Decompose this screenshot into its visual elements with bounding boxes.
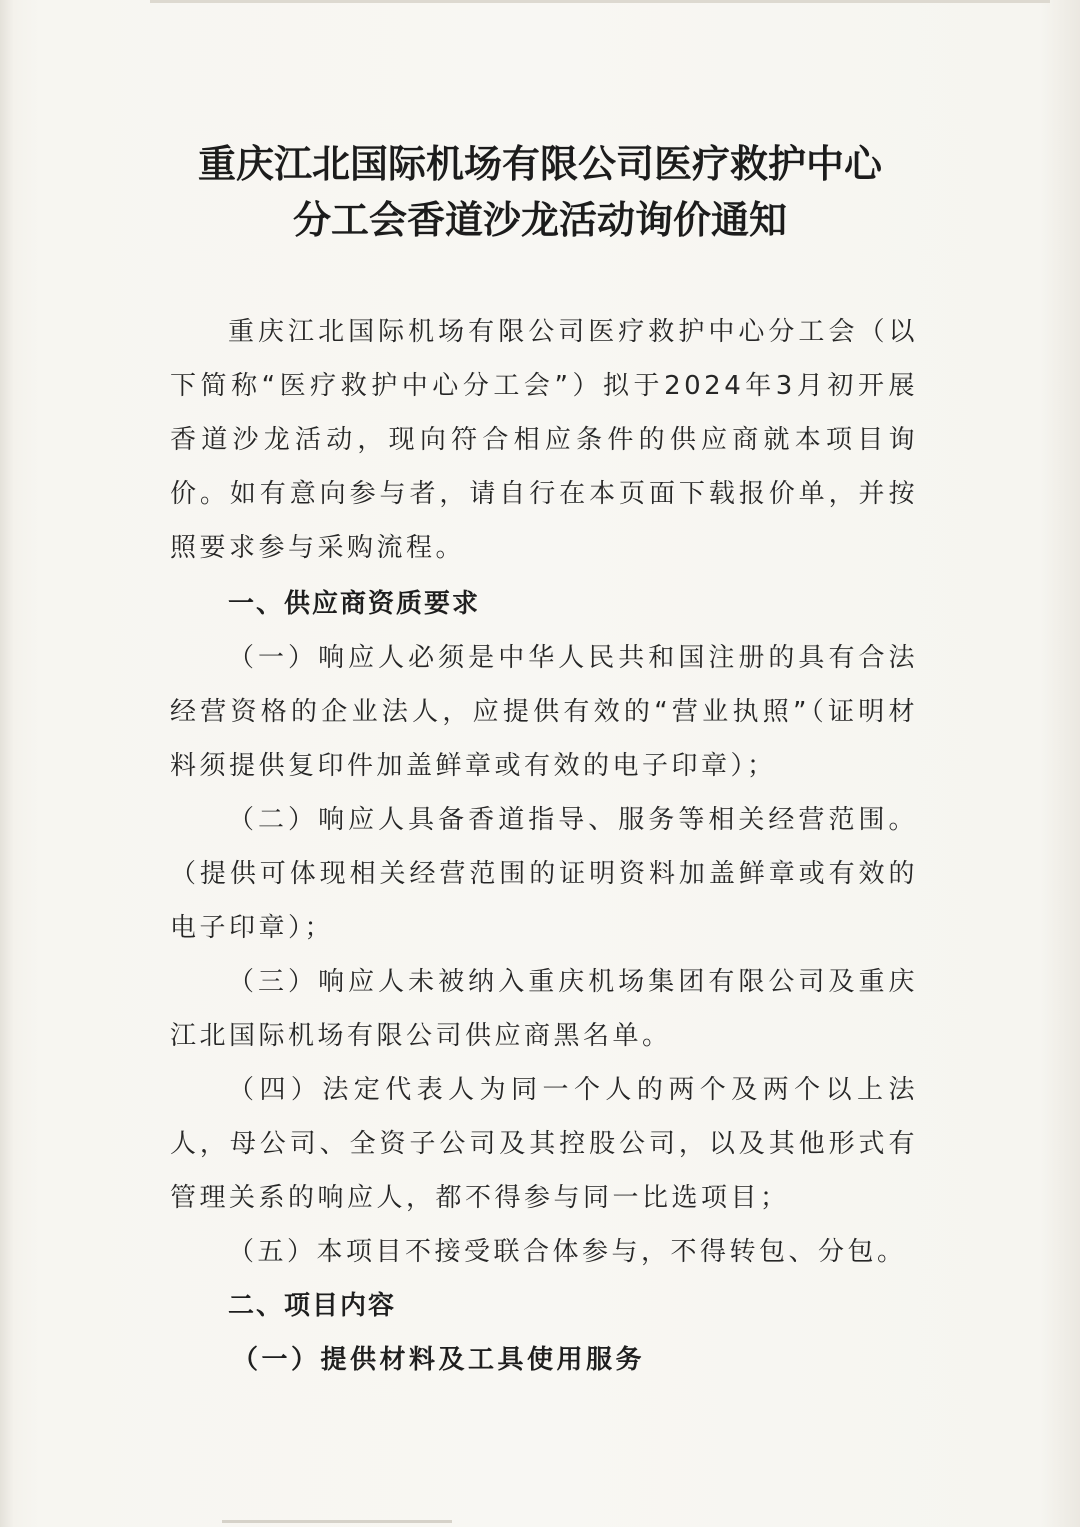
section-1-item-1: （一）响应人必须是中华人民共和国注册的具有合法经营资格的企业法人，应提供有效的“营业执照”（证明材料须提供复印件加盖鲜章或有效的电子印章）； <box>170 643 918 781</box>
section-2-heading: 二、项目内容 <box>228 1291 397 1321</box>
section-1-item-2: （二）响应人具备香道指导、服务等相关经营范围。（提供可体现相关经营范围的证明资料加盖鲜章或有效的电子印章）； <box>170 805 918 943</box>
title-line-2: 分工会香道沙龙活动询价通知 <box>292 197 787 242</box>
intro-paragraph: 重庆江北国际机场有限公司医疗救护中心分工会（以下简称“医疗救护中心分工会”）拟于2024年3月初开展香道沙龙活动，现向符合相应条件的供应商就本项目询价。如有意向参与者，请自行在本页面下载报价单，并按照要求参与采购流程。 <box>170 317 918 563</box>
section-1-item-5: （五）本项目不接受联合体参与，不得转包、分包。 <box>228 1237 907 1267</box>
section-1-heading: 一、供应商资质要求 <box>228 589 481 619</box>
page-top-edge <box>150 0 1050 3</box>
section-1-item-3: （三）响应人未被纳入重庆机场集团有限公司及重庆江北国际机场有限公司供应商黑名单。 <box>170 967 918 1051</box>
title-line-1: 重庆江北国际机场有限公司医疗救护中心 <box>197 141 882 186</box>
section-2-subheading: （一）提供材料及工具使用服务 <box>232 1345 646 1375</box>
section-1-item-4: （四）法定代表人为同一个人的两个及两个以上法人，母公司、全资子公司及其控股公司，以及其他形式有管理关系的响应人，都不得参与同一比选项目； <box>170 1075 918 1213</box>
page-bottom-edge <box>222 1520 452 1523</box>
document-title <box>90 136 990 248</box>
